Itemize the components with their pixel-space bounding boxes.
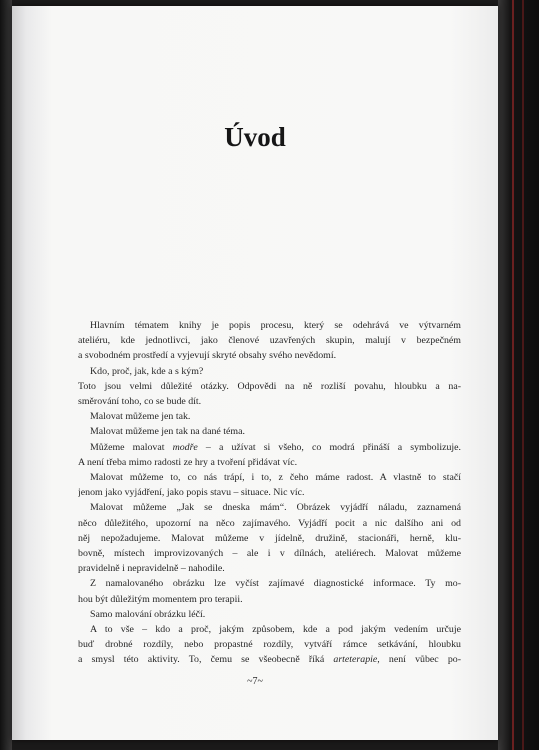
text-line: pravidelně i nepravidelně – nahodile. (78, 563, 225, 575)
text-segment: a smysl této aktivity. To, čemu se všeobecně říká (78, 654, 334, 666)
text-segment: – a užívat si všeho, co modrá přináší a symbolizuje. (197, 441, 461, 453)
text-line: Malovat můžeme to, co nás trápí, i to, z čeho máme radost. A vlastně to stačí (90, 472, 461, 484)
text-line: Kdo, proč, jak, kde a s kým? (90, 365, 204, 377)
text-line (78, 652, 461, 667)
text-line: A to vše – kdo a proč, jakým způsobem, kde a pod jakým vedením určuje (90, 624, 461, 636)
text-line: buď drobné rozdíly, nebo propastné rozdíly, vytváří rámce setkávání, hloubku (78, 639, 461, 651)
text-line: hou být důležitým momentem pro terapii. (78, 593, 243, 605)
book-edge (498, 0, 539, 750)
text-line: Samo malování obrázku léčí. (90, 608, 206, 620)
scan-background-left (0, 0, 12, 750)
emphasized-word: modře (172, 441, 198, 453)
text-line: něj nepožadujeme. Malovat můžeme v jídelně, družině, stacionáři, herně, klu- (78, 532, 461, 544)
text-segment: Můžeme malovat (90, 441, 173, 453)
emphasized-word: arteterapie (333, 654, 378, 666)
text-line: Toto jsou velmi důležité otázky. Odpovědi na ně rozliší povahu, hloubku a na- (78, 380, 461, 392)
text-line: a svobodném prostředí a vyjevují skryté obsahy svého nevědomí. (78, 350, 337, 362)
text-line: Malovat můžeme jen tak. (90, 411, 191, 423)
text-line: ateliéru, kde jednotlivci, jako členové uzavřených skupin, malují v bezpečném (78, 335, 461, 347)
text-line: jenom jako vyjádření, jako popis stavu – situace. Nic víc. (78, 487, 305, 499)
text-line: Malovat můžeme jen tak na dané téma. (90, 426, 245, 438)
edge-line (522, 0, 524, 750)
edge-line (512, 0, 514, 750)
text-line: Z namalovaného obrázku lze vyčíst zajímavé diagnostické informace. Ty mo- (90, 578, 461, 590)
chapter-title: Úvod (224, 122, 286, 152)
body-text (78, 318, 461, 668)
book-page (12, 6, 498, 740)
text-line: A není třeba mimo radosti ze hry a tvoření přidávat víc. (78, 456, 298, 468)
text-line: něco důležitého, upozorní na něco zajímavého. Vyjádří pocit a nic dalšího ani od (78, 517, 461, 529)
text-segment: , není vůbec po- (377, 654, 461, 666)
text-line: Hlavním tématem knihy je popis procesu, který se odehrává ve výtvarném (90, 320, 461, 331)
text-line: Malovat můžeme „Jak se dneska mám“. Obrázek vyjádří náladu, zaznamená (90, 502, 461, 514)
text-line: bovně, místech improvizovaných – ale i v dílnách, ateliérech. Malovat můžeme (78, 548, 461, 560)
page-number: ~7~ (247, 676, 263, 687)
text-line (78, 440, 461, 455)
text-line: směrování toho, co se bude dít. (78, 396, 202, 408)
